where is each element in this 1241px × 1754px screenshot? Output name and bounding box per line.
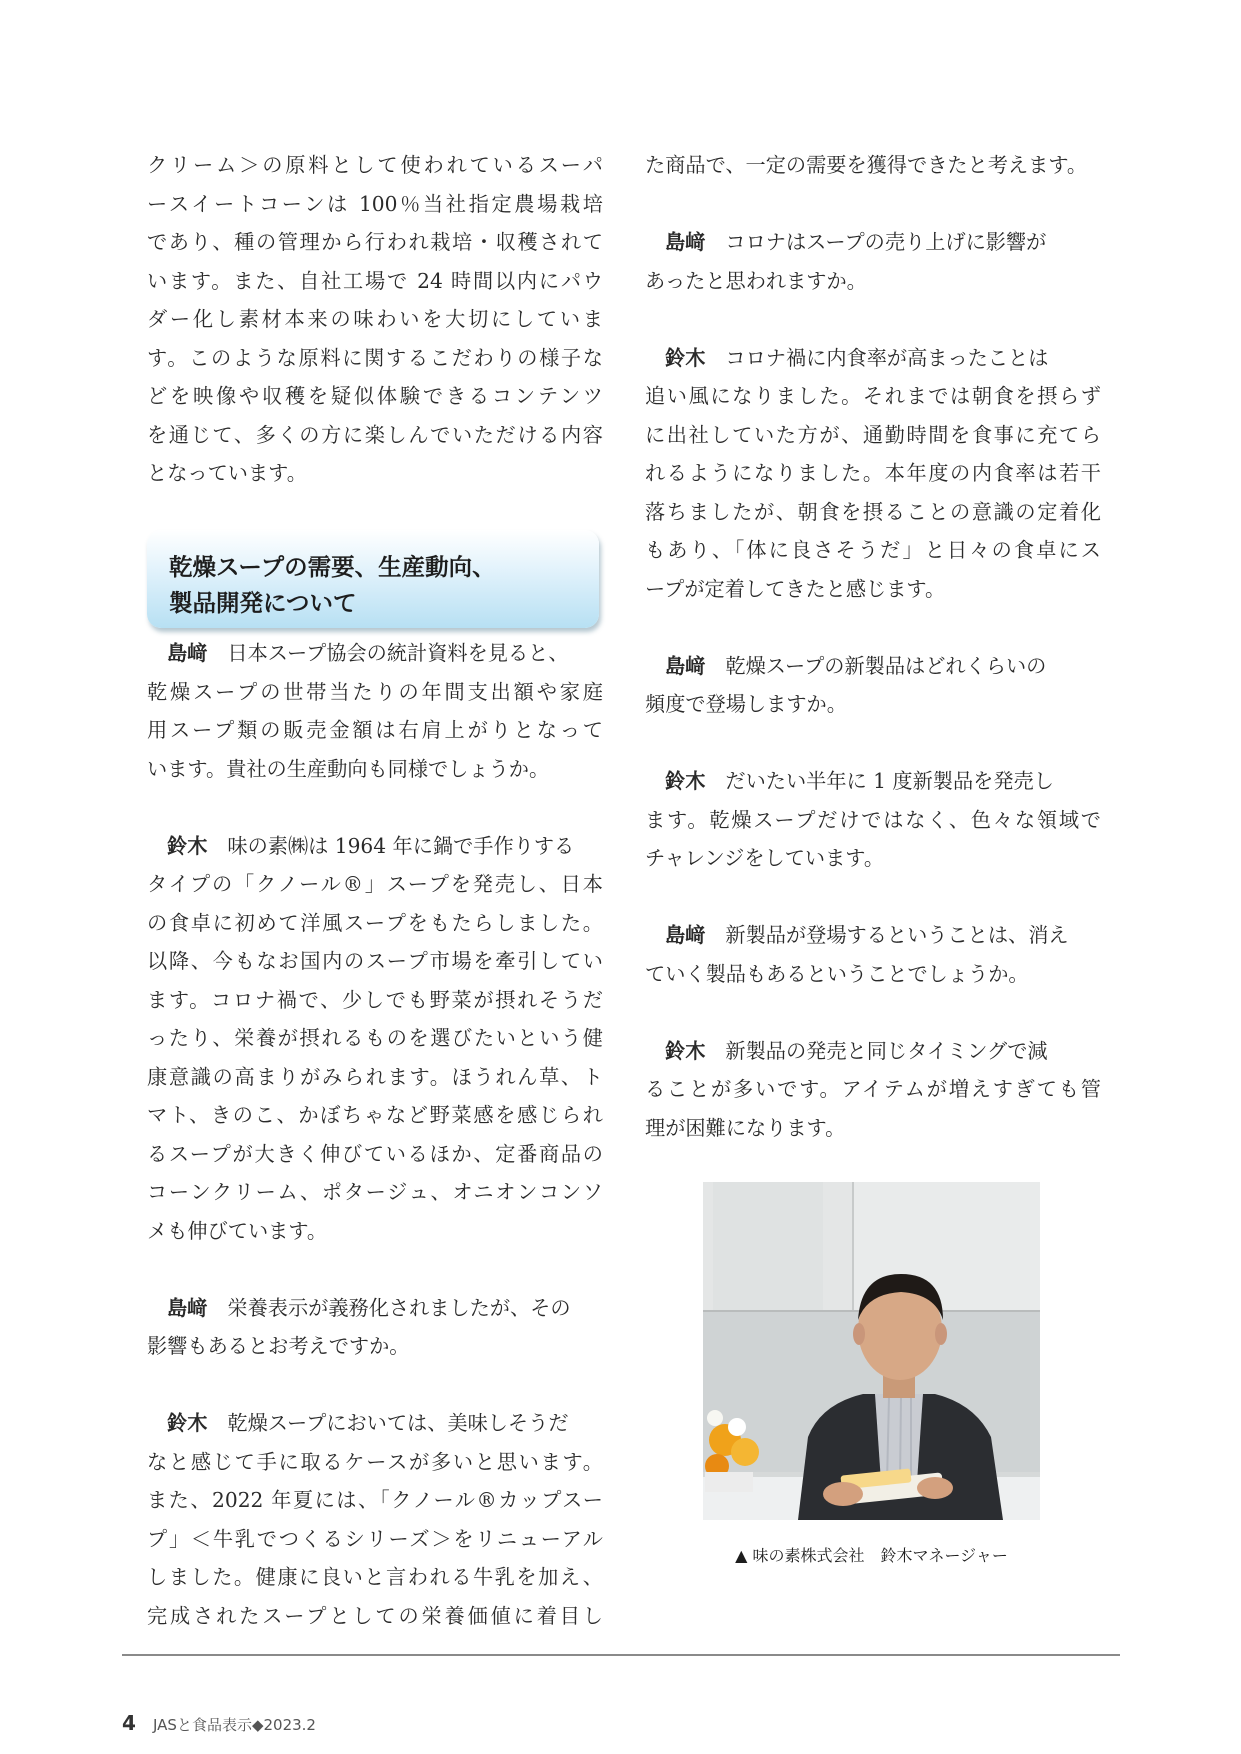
dialogue-line: もあり、「体に良さそうだ」と日々の食卓にス	[645, 538, 1101, 562]
dialogue-line: ていく製品もあるということでしょうか。	[645, 961, 1029, 986]
left-dialogue	[147, 634, 603, 1635]
dialogue-line: しました。健康に良いと言われる牛乳を加え、	[147, 1565, 603, 1589]
dialogue-line: ープが定着してきたと感じます。	[645, 576, 946, 601]
dialogue-first-line	[645, 647, 1101, 686]
dialogue-line: タイプの「クノール®」スープを発売し、日本	[147, 872, 603, 896]
dialogue-line: に出社していた方が、通勤時間を食事に充てら	[645, 422, 1101, 447]
dialogue-line: ます。乾燥スープだけではなく、色々な領域で	[645, 807, 1101, 832]
dialogue-text: 乾燥スープにおいては、美味しそうだ	[227, 1411, 569, 1435]
dialogue-first-line	[645, 1032, 1101, 1071]
dialogue-line: れるようになりました。本年度の内食率は若干	[645, 461, 1101, 485]
dialogue-line: の食卓に初めて洋風スープをもたらしました。	[147, 910, 603, 935]
photo-illustration	[703, 1182, 1040, 1520]
interview-photo	[703, 1182, 1040, 1520]
paragraph-gap	[147, 1250, 603, 1289]
paragraph-line: ダー化し素材本来の味わいを大切にしていま	[147, 307, 603, 331]
dialogue-first-line	[147, 827, 603, 866]
speaker-name: 鈴木	[665, 345, 706, 370]
paragraph-line: す。このような原料に関するこだわりの様子な	[147, 345, 603, 370]
dialogue-line: 落ちましたが、朝食を摂ることの意識の定着化	[645, 499, 1101, 524]
section-heading-line-2: 製品開発について	[169, 589, 357, 617]
paragraph-gap	[645, 300, 1101, 339]
section-heading	[147, 530, 599, 628]
dialogue-first-line	[645, 223, 1101, 262]
dialogue-line: 以降、今もなお国内のスープ市場を牽引してい	[147, 949, 603, 973]
dialogue-text: コロナはスープの売り上げに影響が	[725, 230, 1047, 254]
dialogue-line: 乾燥スープの世帯当たりの年間支出額や家庭	[147, 679, 603, 704]
dialogue-text: 味の素㈱は 1964 年に鍋で手作りする	[227, 833, 575, 858]
speaker-name: 島﨑	[665, 923, 706, 947]
dialogue-line: 頻度で登場しますか。	[645, 692, 847, 716]
dialogue-text: だいたい半年に 1 度新製品を発売し	[725, 769, 1054, 793]
dialogue-text: 新製品が登場するということは、消え	[725, 923, 1069, 947]
dialogue-line: 影響もあるとお考えですか。	[147, 1334, 410, 1358]
paragraph-gap	[645, 993, 1101, 1032]
photo-caption: ▲ 味の素株式会社 鈴木マネージャー	[735, 1546, 1008, 1565]
dialogue-line: メも伸びています。	[147, 1218, 328, 1243]
continuation-line: た商品で、一定の需要を獲得できたと考えます。	[645, 153, 1088, 177]
publication-title: JASと食品表示◆2023.2	[153, 1716, 316, 1734]
speaker-name: 鈴木	[167, 833, 208, 858]
speaker-name: 鈴木	[167, 1411, 208, 1435]
dialogue-line: 完成されたスープとしての栄養価値に着目し	[147, 1603, 603, 1628]
speaker-name: 鈴木	[665, 769, 706, 793]
dialogue-line: います。貴社の生産動向も同様でしょうか。	[147, 756, 550, 781]
speaker-name: 島﨑	[167, 1295, 208, 1320]
dialogue-line: るスープが大きく伸びているほか、定番商品の	[147, 1141, 603, 1166]
paragraph-line: となっています。	[147, 461, 307, 485]
dialogue-text: 日本スープ協会の統計資料を見ると、	[227, 641, 569, 665]
paragraph-gap	[147, 788, 603, 827]
speaker-name: 島﨑	[665, 230, 706, 254]
dialogue-text: 栄養表示が義務化されましたが、その	[227, 1295, 571, 1320]
paragraph-gap	[645, 724, 1101, 763]
paragraph-line: を通じて、多くの方に楽しんでいただける内容	[147, 422, 603, 447]
paragraph-gap	[645, 608, 1101, 647]
paragraph-gap	[645, 878, 1101, 917]
dialogue-text: 乾燥スープの新製品はどれくらいの	[725, 653, 1047, 678]
dialogue-line: 用スープ類の販売金額は右肩上がりとなって	[147, 718, 603, 742]
paragraph-gap	[147, 1366, 603, 1405]
dialogue-line: ったり、栄養が摂れるものを選びたいという健	[147, 1026, 603, 1050]
paragraph-line: います。また、自社工場で 24 時間以内にパウ	[147, 268, 603, 293]
dialogue-first-line	[147, 1404, 603, 1443]
dialogue-first-line	[645, 916, 1101, 955]
page-number: 4	[122, 1711, 136, 1735]
speaker-name: 島﨑	[167, 641, 208, 665]
paragraph-line: クリーム＞の原料として使われているスーパ	[147, 153, 603, 177]
speaker-name: 島﨑	[665, 653, 706, 678]
speaker-name: 鈴木	[665, 1038, 706, 1063]
dialogue-line: 追い風になりました。それまでは朝食を摂らず	[645, 384, 1101, 408]
dialogue-line: 康意識の高まりがみられます。ほうれん草、ト	[147, 1064, 603, 1089]
dialogue-text: コロナ禍に内食率が高まったことは	[725, 345, 1049, 370]
dialogue-line: なと感じて手に取るケースが多いと思います。	[147, 1449, 603, 1474]
dialogue-line: 理が困難になります。	[645, 1115, 846, 1140]
dialogue-line: また、2022 年夏には、「クノール®カップスー	[147, 1488, 603, 1512]
dialogue-text: 新製品の発売と同じタイミングで減	[725, 1038, 1048, 1063]
footer-divider	[122, 1654, 1120, 1656]
dialogue-first-line	[645, 339, 1101, 378]
paragraph-line: ースイートコーンは 100％当社指定農場栽培	[147, 191, 603, 216]
dialogue-first-line	[147, 1289, 603, 1328]
dialogue-line: ることが多いです。アイテムが増えすぎても管	[645, 1077, 1101, 1101]
paragraph-line: であり、種の管理から行われ栽培・収穫されて	[147, 230, 603, 254]
paragraph-gap	[645, 185, 1101, 224]
dialogue-line: チャレンジをしています。	[645, 846, 885, 870]
page-footer	[122, 1711, 316, 1735]
dialogue-line: コーンクリーム、ポタージュ、オニオンコンソ	[147, 1180, 603, 1204]
dialogue-first-line	[645, 762, 1101, 801]
right-column	[645, 146, 1101, 1147]
dialogue-first-line	[147, 634, 603, 673]
dialogue-line: マト、きのこ、かぼちゃなど野菜感を感じられ	[147, 1103, 603, 1127]
paragraph-line: どを映像や収穫を疑似体験できるコンテンツ	[147, 384, 603, 408]
dialogue-line: プ」＜牛乳でつくるシリーズ＞をリニューアル	[147, 1526, 603, 1551]
section-heading-line-1: 乾燥スープの需要、生産動向、	[169, 553, 496, 581]
left-column	[147, 146, 603, 493]
dialogue-line: ます。コロナ禍で、少しでも野菜が摂れそうだ	[147, 987, 603, 1012]
dialogue-line: あったと思われますか。	[645, 268, 867, 293]
